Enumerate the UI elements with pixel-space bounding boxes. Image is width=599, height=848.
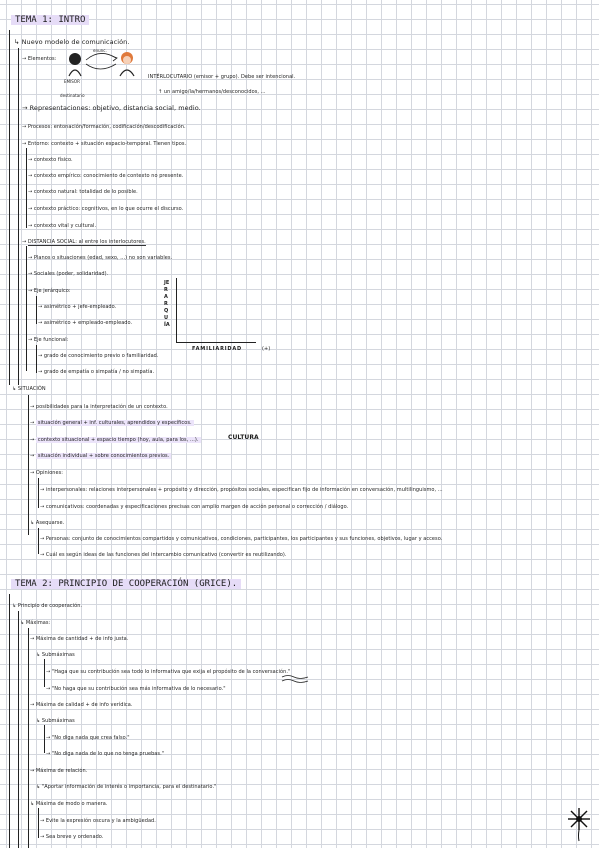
interlocutor-examples: ↑ un amigo/la/hermanos/desconocidos, ... [158, 89, 266, 95]
tree-line [18, 48, 19, 385]
modo-item-1: → Evite la expresión oscura y la ambigüedad. [40, 818, 156, 824]
contexto-vital-item: → contexto vital y cultural. [28, 223, 97, 229]
funcional-item-1: → grado de conocimiento previo o familiaridad. [38, 353, 159, 359]
cantidad-item-1: → "Haga que su contribución sea todo lo informativa que exija el propósito de la conversación." [46, 669, 291, 675]
modo-item-2: → Sea breve y ordenado. [40, 834, 104, 840]
sociales-item: → Sociales (poder, solidaridad). [28, 271, 109, 277]
enunciado-label: enunc. [93, 48, 107, 53]
contexto-empirico-item: → contexto empírico: conocimiento de contexto no presente. [28, 173, 184, 179]
tree-line [36, 345, 37, 373]
tree-line [38, 528, 39, 554]
eje-jerarquico-item: → Eje jerárquico: [28, 288, 71, 294]
tree-line [9, 30, 10, 385]
modelo-heading: ↳ Nuevo modelo de comunicación. [14, 38, 130, 46]
maxima-relacion: → Máxima de relación. [30, 768, 88, 774]
contexto-fisico-item: → contexto físico. [28, 157, 73, 163]
tema1-title: TEMA 1: INTRO [8, 15, 92, 26]
tree-line [44, 725, 45, 753]
maxima-modo: ↳ Máxima de modo o manera. [30, 801, 108, 807]
calidad-item-1: → "No diga nada que crea falso." [46, 735, 130, 741]
contexto-natural-item: → contexto natural: totalidad de lo posible. [28, 189, 138, 195]
tree-line [26, 148, 27, 228]
submaximas-2: ↳ Submáximas [36, 718, 75, 724]
situacion-item-2: → situación general + inf. culturales, aprendidos y específicos. [30, 420, 192, 426]
principio-heading: ↳ Principio de cooperación. [12, 603, 83, 609]
opiniones-label: → Opiniones: [30, 470, 64, 476]
procesos-item: → Procesos: entonación/formación, codificación/descodificación. [22, 124, 186, 130]
cantidad-item-2: → "No haga que su contribución sea más informativa de lo necesario." [46, 686, 226, 692]
elementos-label: → Elementos: [22, 56, 57, 62]
tree-line [28, 395, 29, 535]
flower-doodle-icon [566, 806, 592, 842]
graph-x-axis [176, 342, 256, 343]
relacion-item-1: ↳ "Aportar información de interés o importancia, para el destinatario." [36, 784, 217, 790]
situacion-heading: ↳ SITUACIÓN [12, 386, 46, 392]
tree-line [44, 659, 45, 687]
situacion-item-3: → contexto situacional + espacio tiempo (hoy, aula, para los, ...). [30, 437, 199, 443]
submaximas-1: ↳ Submáximas [36, 652, 75, 658]
graph-x-label: FAMILIARIDAD [192, 346, 242, 352]
tree-line [38, 478, 39, 508]
calidad-item-2: → "No diga nada de lo que no tenga pruebas." [46, 751, 165, 757]
graph-y-label: JERARQUÍA [164, 280, 170, 328]
entorno-item: → Entorno: contexto + situación espacio-temporal. Tienen tipos. [22, 141, 187, 147]
cultura-label: CULTURA [228, 434, 259, 441]
opiniones-item-1: → interpersonales: relaciones interpersonales + propósito y dirección, propósitos sociales, especifican fijo de información en conversación, multilinguismo, ... [40, 487, 443, 493]
graph-x-end: (+) [262, 346, 271, 352]
maxima-calidad: → Máxima de calidad + de info verídica. [30, 702, 133, 708]
maxima-cantidad: → Máxima de cantidad + de info justa. [30, 636, 129, 642]
tree-line [9, 594, 10, 848]
tree-line [26, 246, 27, 371]
destinatario-label: destinatario [60, 93, 85, 98]
funcional-item-2: → grado de empatía o simpatía / no simpatía. [38, 369, 155, 375]
emisor-label: EMISOR [64, 79, 80, 84]
graph-y-axis [176, 278, 177, 342]
eje-funcional-item: → Eje funcional: [28, 337, 69, 343]
jerarquico-item-2: → asimétrico + empleado-empleado. [38, 320, 133, 326]
scribble-mark [280, 674, 310, 684]
contexto-practico-item: → contexto práctico: cognitivos, en lo que ocurre el discurso. [28, 206, 184, 212]
asequarse-label: ↳ Asequarse. [30, 520, 65, 526]
tree-line [38, 808, 39, 838]
interlocutor-text: INTÉRLOCUTARIO (emisor + grupo). Debe ser intencional. [148, 74, 296, 80]
distancia-item: → DISTANCIA SOCIAL: al entre los interlocutores. [22, 239, 146, 245]
planos-item: → Planos o situaciones (edad, sexo, ...) no son variables. [28, 255, 173, 261]
jerarquico-item-1: → asimétrico + jefe-empleado. [38, 304, 117, 310]
asequarse-item-1: → Personas: conjunto de conocimientos compartidos y comunicativos, condiciones, participantes, los participantes y sus funciones, objetivos, lugar y acceso. [40, 536, 443, 542]
situacion-item-4: → situación individual + sobre conocimientos previos. [30, 453, 170, 459]
representaciones-item: → Representaciones: objetivo, distancia social, medio. [22, 104, 201, 112]
tree-line [18, 611, 19, 848]
tema2-title: TEMA 2: PRINCIPIO DE COOPERACIÓN (GRICE). [8, 579, 244, 590]
opiniones-item-2: → comunicativos: coordenadas y especificaciones precisas con amplio margen de acción personal o corrección / diálogo. [40, 504, 349, 510]
tree-line [28, 628, 29, 848]
tree-line [36, 296, 37, 324]
maximas-label: ↳ Máximas: [20, 620, 51, 626]
asequarse-item-2: → Cuál es según ideas de las funciones del intercambio comunicativo (convertir es reutilizando). [40, 552, 287, 558]
situacion-item-1: → posibilidades para la interpretación de un contexto. [30, 404, 168, 410]
emisor-head [69, 53, 81, 65]
